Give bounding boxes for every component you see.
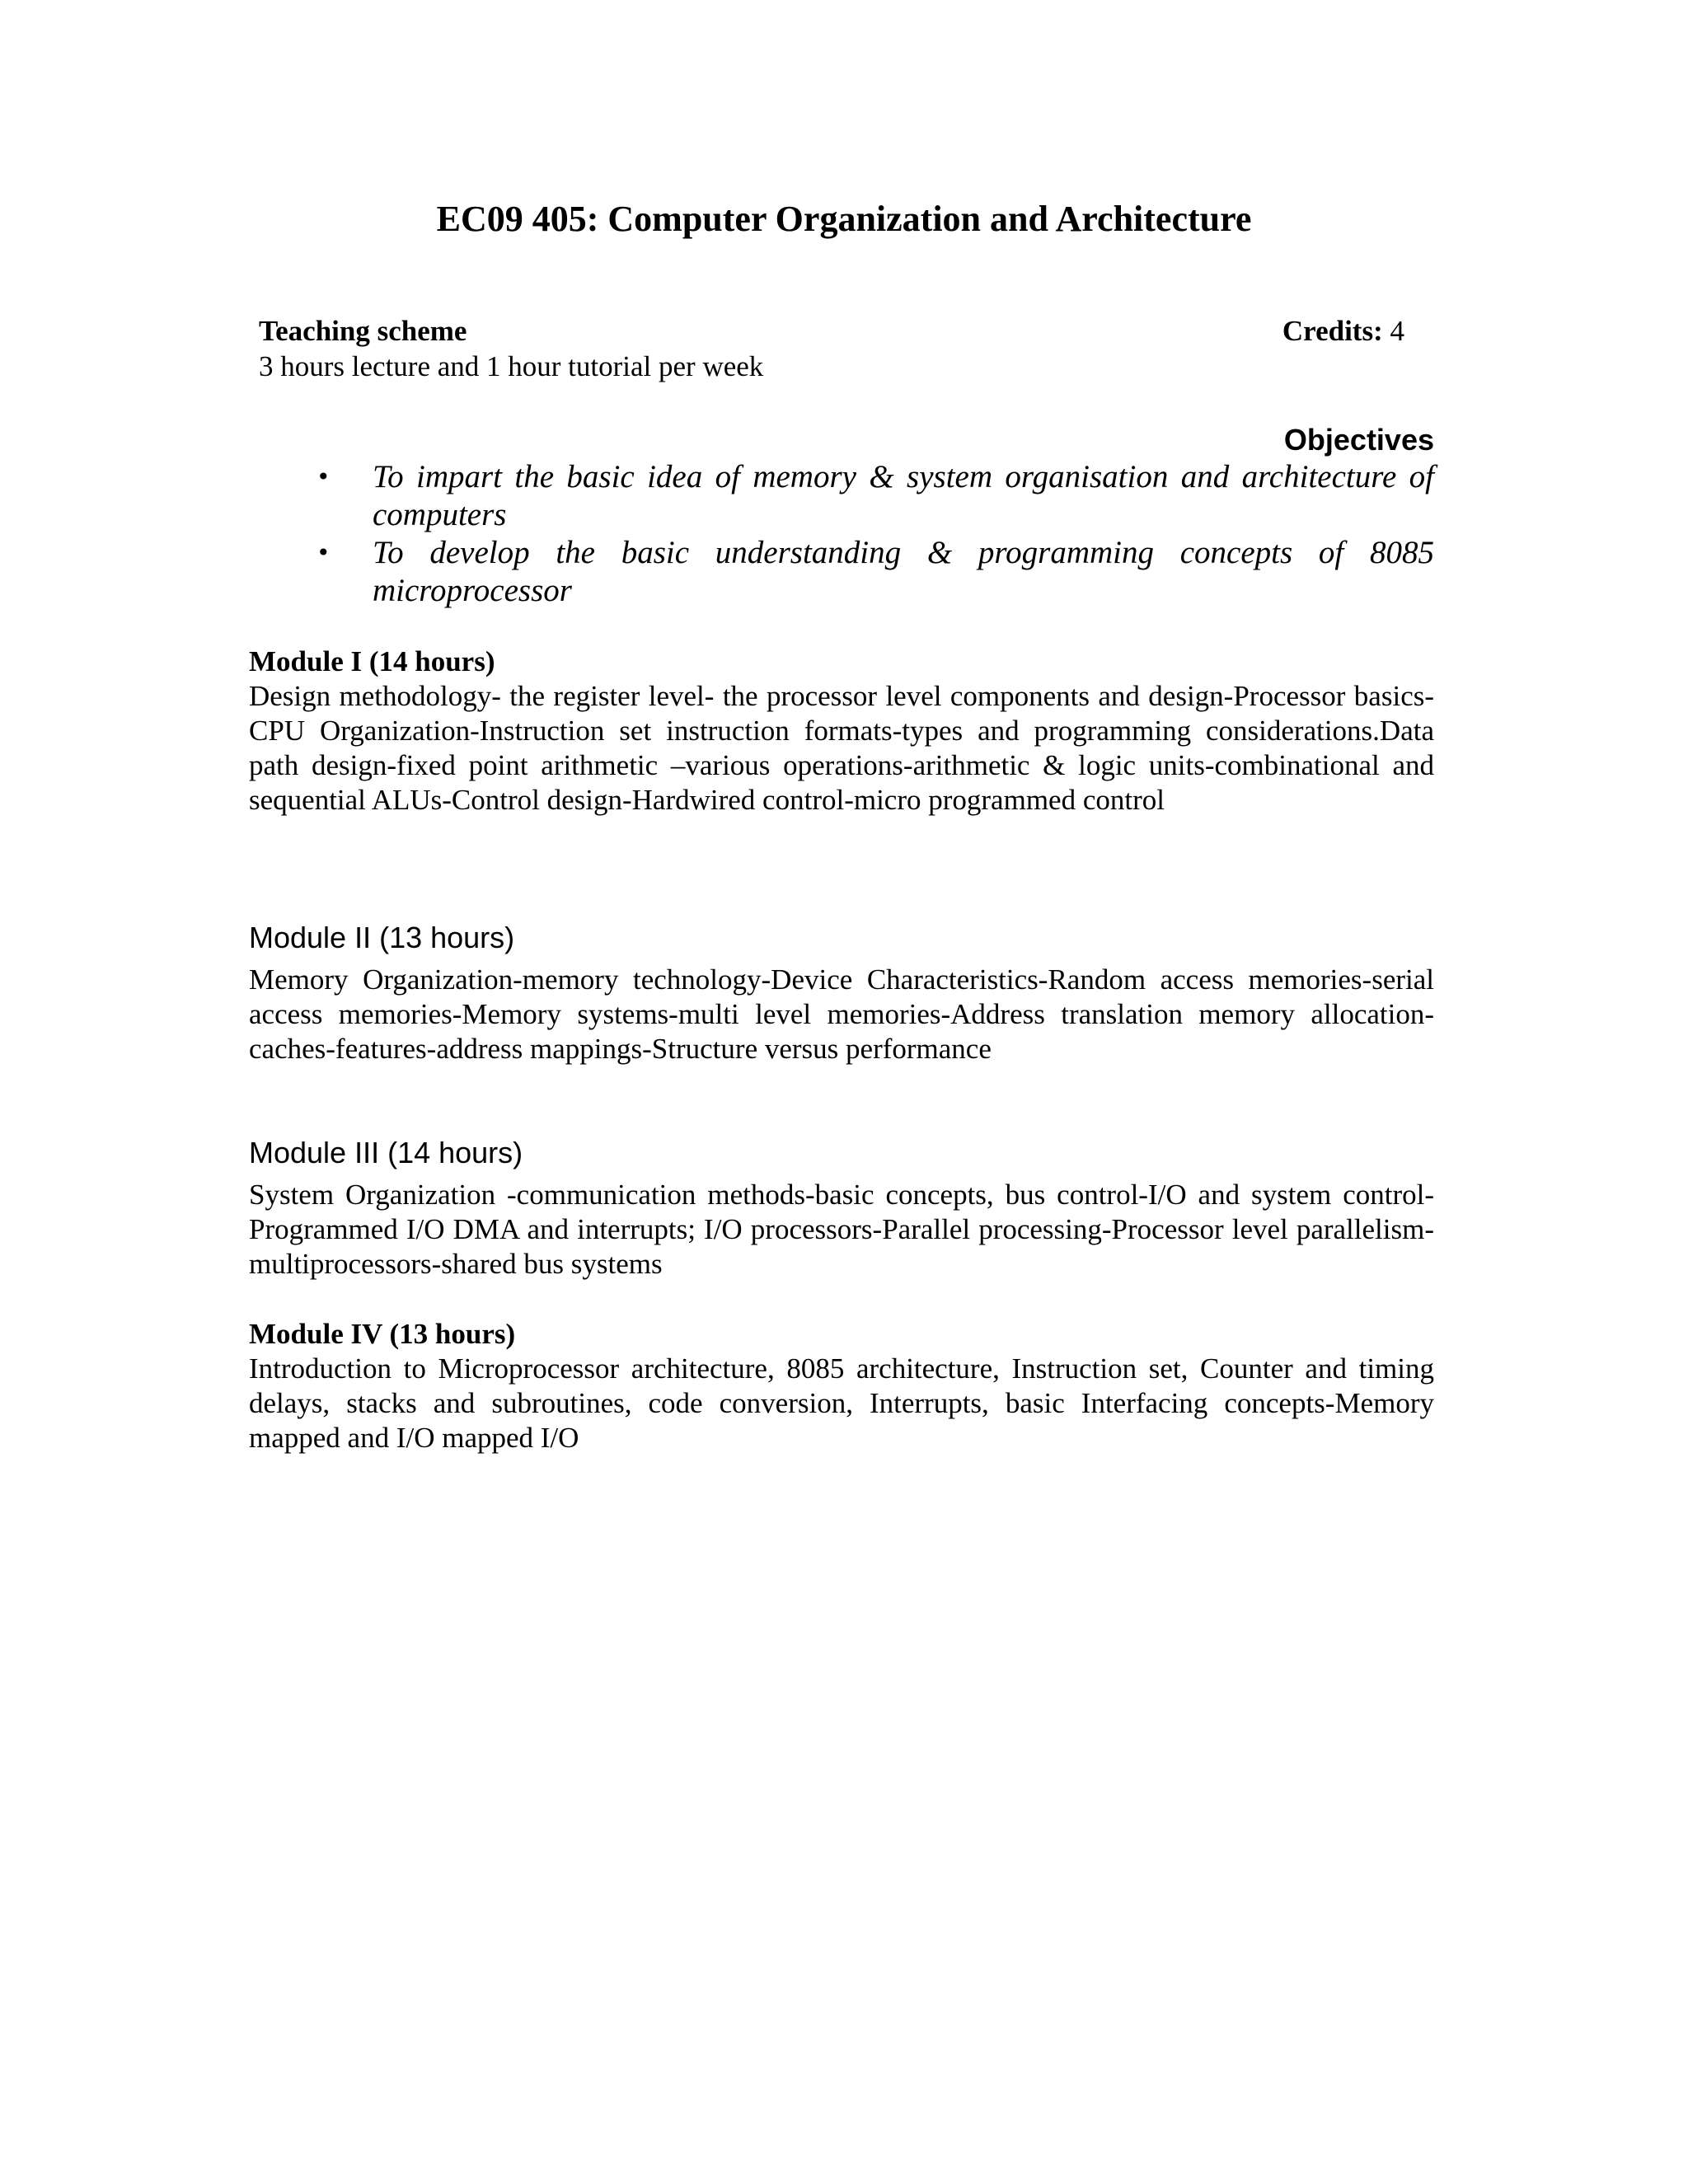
module-2	[249, 920, 1434, 1066]
module-3	[249, 1135, 1434, 1282]
module-heading: Module IV (13 hours)	[249, 1318, 516, 1350]
module-heading: Module I (14 hours)	[249, 645, 495, 677]
module-body: Design methodology- the register level- the processor level components and design-Processor basics-CPU Organization-Instruction set instruction formats-types and programming considerations.Data path design-fixed point arithmetic –various operations-arithmetic & logic units-combinational and sequential ALUs-Control design-Hardwired control-micro programmed control	[249, 680, 1434, 816]
objectives-list	[249, 458, 1434, 610]
objective-item	[249, 534, 1434, 610]
module-body: Memory Organization-memory technology-Device Characteristics-Random access memories-serial access memories-Memory systems-multi level memories-Address translation memory allocation-caches-features-address mappings-Structure versus performance	[249, 963, 1434, 1065]
objective-text: To develop the basic understanding & programming concepts of 8085 microprocessor	[373, 535, 1434, 608]
credits-label: Credits:	[1282, 315, 1383, 347]
module-heading: Module III (14 hours)	[249, 1136, 523, 1169]
objective-text: To impart the basic idea of memory & system organisation and architecture of computers	[373, 459, 1434, 532]
module-body: Introduction to Microprocessor architecture, 8085 architecture, Instruction set, Counter and timing delays, stacks and subroutines, code conversion, Interrupts, basic Interfacing concepts-Memory mapped and I/O mapped I/O	[249, 1352, 1434, 1454]
objectives-heading: Objectives	[1283, 423, 1434, 457]
module-heading: Module II (13 hours)	[249, 921, 515, 954]
objective-item	[249, 458, 1434, 534]
teaching-scheme-row	[259, 313, 1404, 349]
bullet-icon: •	[316, 463, 331, 490]
teaching-hours: 3 hours lecture and 1 hour tutorial per week	[259, 350, 764, 382]
teaching-scheme-label: Teaching scheme	[259, 315, 467, 347]
teaching-scheme-block	[259, 313, 1404, 384]
credits	[1282, 313, 1404, 349]
module-1	[249, 644, 1434, 818]
credits-value: 4	[1390, 315, 1404, 347]
page-title: EC09 405: Computer Organization and Architecture	[436, 199, 1252, 239]
module-4	[249, 1317, 1434, 1455]
bullet-icon: •	[316, 539, 331, 566]
module-body: System Organization -communication methods-basic concepts, bus control-I/O and system control-Programmed I/O DMA and interrupts; I/O processors-Parallel processing-Processor level parallelism-multiprocessors-shared bus systems	[249, 1179, 1434, 1280]
